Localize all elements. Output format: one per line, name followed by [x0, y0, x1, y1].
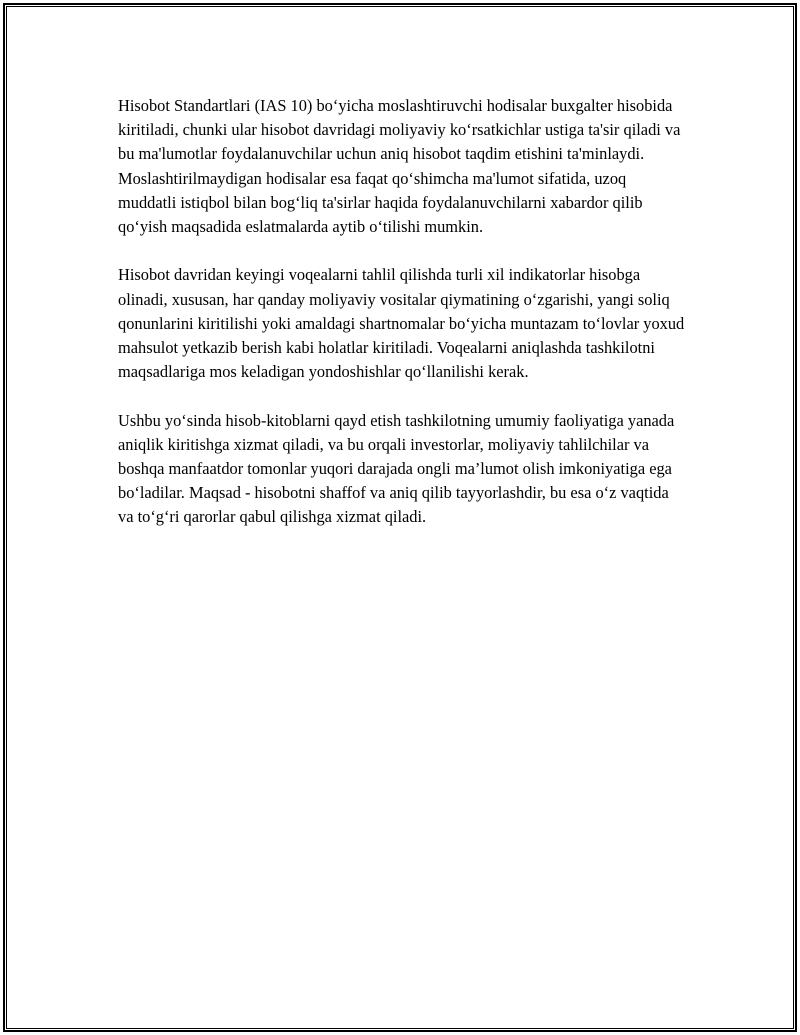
- paragraph-3: Ushbu yo‘sinda hisob-kitoblarni qayd etish tashkilotning umumiy faoliyatiga yanada aniqlik kiritishga xizmat qiladi, va bu orqali investorlar, moliyaviy tahlilchilar va boshqa manfaatdor tomonlar yuqori darajada ongli ma’lumot olish imkoniyatiga ega bo‘ladilar. Maqsad - hisobotni shaffof va aniq qilib tayyorlashdir, bu esa o‘z vaqtida va to‘g‘ri qarorlar qabul qilishga xizmat qiladi.: [118, 410, 675, 527]
- paragraph-1: Hisobot Standartlari (IAS 10) bo‘yicha moslashtiruvchi hodisalar buxgalter hisobida kiritiladi, chunki ular hisobot davridagi moliyaviy ko‘rsatkichlar ustiga ta'sir qiladi va bu ma'lumotlar foydalanuvchilar uchun aniq hisobot taqdim etishini ta'minlaydi. Moslashtirilmaydigan hodisalar esa faqat qo‘shimcha ma'lumot sifatida, uzoq muddatli istiqbol bilan bog‘liq ta'sirlar haqida foydalanuvchilarni xabardor qilib qo‘yish maqsadida eslatmalarda aytib o‘tilishi mumkin.: [118, 96, 681, 237]
- document-body: [118, 94, 688, 554]
- paragraph-2: Hisobot davridan keyingi voqealarni tahlil qilishda turli xil indikatorlar hisobga olinadi, xususan, har qanday moliyaviy vositalar qiymatining o‘zgarishi, yangi soliq qonunlarini kiritilishi yoki amaldagi shartnomalar bo‘yicha muntazam to‘lovlar yoxud mahsulot yetkazib berish kabi holatlar kiritiladi. Voqealarni aniqlashda tashkilotni maqsadlariga mos keladigan yondoshishlar qo‘llanilishi kerak.: [118, 265, 685, 382]
